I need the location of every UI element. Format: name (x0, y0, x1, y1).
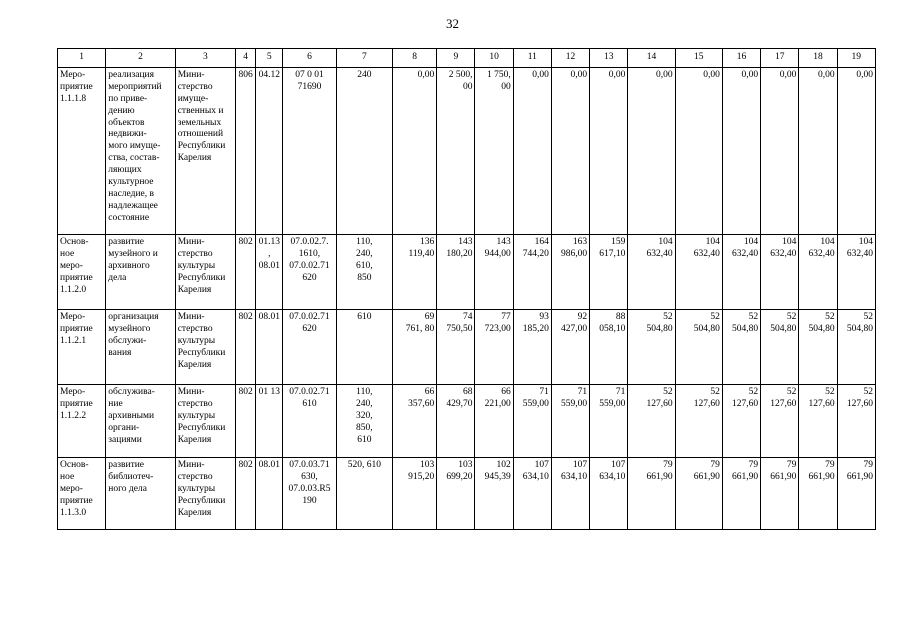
event-description: организация музейного обслужи- вания (106, 310, 175, 385)
code-cell: 110, 240, 320, 850, 610 (336, 385, 392, 458)
amount-cell: 104 632,40 (837, 235, 875, 310)
code-cell: 08.01 (256, 310, 283, 385)
amount-cell: 159 617,10 (590, 235, 628, 310)
amount-cell: 2 500, 00 (437, 68, 475, 235)
amount-cell: 52 504,80 (675, 310, 722, 385)
amount-cell: 52 127,60 (675, 385, 722, 458)
amount-cell: 143 180,20 (437, 235, 475, 310)
code-cell: 07.0.02.71 620 (283, 310, 336, 385)
amount-cell: 0,00 (722, 68, 760, 235)
amount-cell: 52 127,60 (837, 385, 875, 458)
amount-cell: 143 944,00 (475, 235, 513, 310)
amount-cell: 104 632,40 (628, 235, 675, 310)
code-cell: 01.13, 08.01 (256, 235, 283, 310)
code-cell: 01 13 (256, 385, 283, 458)
amount-cell: 68 429,70 (437, 385, 475, 458)
amount-cell: 79 661,90 (799, 458, 837, 530)
column-number: 5 (256, 49, 283, 68)
amount-cell: 107 634,10 (513, 458, 551, 530)
amount-cell: 0,00 (761, 68, 799, 235)
event-name: Основ- ное меро- приятие 1.1.3.0 (58, 458, 106, 530)
responsible-org: Мини- стерство культуры Республики Карелия (175, 310, 235, 385)
amount-cell: 79 661,90 (628, 458, 675, 530)
amount-cell: 0,00 (628, 68, 675, 235)
amount-cell: 136 119,40 (392, 235, 436, 310)
amount-cell: 0,00 (551, 68, 589, 235)
column-number: 11 (513, 49, 551, 68)
event-name: Основ- ное меро- приятие 1.1.2.0 (58, 235, 106, 310)
amount-cell: 103 699,20 (437, 458, 475, 530)
column-number: 13 (590, 49, 628, 68)
amount-cell: 0,00 (590, 68, 628, 235)
amount-cell: 107 634,10 (551, 458, 589, 530)
amount-cell: 0,00 (675, 68, 722, 235)
column-number: 1 (58, 49, 106, 68)
amount-cell: 79 661,90 (675, 458, 722, 530)
amount-cell: 66 221,00 (475, 385, 513, 458)
code-cell: 610 (336, 310, 392, 385)
code-cell: 07.0.02.71 610 (283, 385, 336, 458)
column-number: 12 (551, 49, 589, 68)
code-cell: 04.12 (256, 68, 283, 235)
amount-cell: 164 744,20 (513, 235, 551, 310)
amount-cell: 52 504,80 (761, 310, 799, 385)
amount-cell: 1 750, 00 (475, 68, 513, 235)
amount-cell: 69 761, 80 (392, 310, 436, 385)
amount-cell: 74 750,50 (437, 310, 475, 385)
header-row (58, 49, 876, 68)
responsible-org: Мини- стерство культуры Республики Карелия (175, 385, 235, 458)
amount-cell: 52 504,80 (628, 310, 675, 385)
amount-cell: 102 945,39 (475, 458, 513, 530)
amount-cell: 77 723,00 (475, 310, 513, 385)
amount-cell: 71 559,00 (590, 385, 628, 458)
code-cell: 07.0.02.7. 1610, 07.0.02.71 620 (283, 235, 336, 310)
amount-cell: 79 661,90 (761, 458, 799, 530)
code-cell: 240 (336, 68, 392, 235)
column-number: 19 (837, 49, 875, 68)
amount-cell: 52 127,60 (722, 385, 760, 458)
code-cell: 07.0.03.71 630, 07.0.03.R5 190 (283, 458, 336, 530)
amount-cell: 66 357,60 (392, 385, 436, 458)
column-number: 7 (336, 49, 392, 68)
event-description: развитие библиотеч- ного дела (106, 458, 175, 530)
budget-table (57, 48, 876, 530)
column-number: 14 (628, 49, 675, 68)
event-name: Меро- приятие 1.1.2.1 (58, 310, 106, 385)
table-row (58, 385, 876, 458)
event-description: реализация мероприятий по приве- дению объектов недвижи- мого имуще- ства, состав- ляющих культурное наследие, в надлежащее состояние (106, 68, 175, 235)
page-number: 32 (446, 16, 459, 31)
amount-cell: 71 559,00 (551, 385, 589, 458)
table-body (58, 49, 876, 530)
amount-cell: 52 127,60 (799, 385, 837, 458)
column-number: 15 (675, 49, 722, 68)
amount-cell: 104 632,40 (675, 235, 722, 310)
amount-cell: 0,00 (392, 68, 436, 235)
code-cell: 802 (236, 385, 256, 458)
amount-cell: 93 185,20 (513, 310, 551, 385)
code-cell: 110, 240, 610, 850 (336, 235, 392, 310)
responsible-org: Мини- стерство культуры Республики Карелия (175, 235, 235, 310)
event-name: Меро- приятие 1.1.1.8 (58, 68, 106, 235)
amount-cell: 88 058,10 (590, 310, 628, 385)
column-number: 16 (722, 49, 760, 68)
amount-cell: 0,00 (799, 68, 837, 235)
event-description: развитие музейного и архивного дела (106, 235, 175, 310)
table-row (58, 310, 876, 385)
column-number: 10 (475, 49, 513, 68)
code-cell: 802 (236, 310, 256, 385)
column-number: 8 (392, 49, 436, 68)
amount-cell: 52 504,80 (837, 310, 875, 385)
amount-cell: 104 632,40 (722, 235, 760, 310)
table-row (58, 458, 876, 530)
column-number: 17 (761, 49, 799, 68)
amount-cell: 52 127,60 (761, 385, 799, 458)
amount-cell: 104 632,40 (761, 235, 799, 310)
column-number: 9 (437, 49, 475, 68)
amount-cell: 104 632,40 (799, 235, 837, 310)
code-cell: 07 0 01 71690 (283, 68, 336, 235)
column-number: 6 (283, 49, 336, 68)
event-name: Меро- приятие 1.1.2.2 (58, 385, 106, 458)
code-cell: 806 (236, 68, 256, 235)
column-number: 3 (175, 49, 235, 68)
amount-cell: 0,00 (513, 68, 551, 235)
code-cell: 802 (236, 235, 256, 310)
column-number: 4 (236, 49, 256, 68)
amount-cell: 107 634,10 (590, 458, 628, 530)
code-cell: 520, 610 (336, 458, 392, 530)
amount-cell: 79 661,90 (722, 458, 760, 530)
code-cell: 08.01 (256, 458, 283, 530)
amount-cell: 92 427,00 (551, 310, 589, 385)
amount-cell: 163 986,00 (551, 235, 589, 310)
amount-cell: 71 559,00 (513, 385, 551, 458)
code-cell: 802 (236, 458, 256, 530)
column-number: 18 (799, 49, 837, 68)
responsible-org: Мини- стерство культуры Республики Карелия (175, 458, 235, 530)
amount-cell: 52 504,80 (722, 310, 760, 385)
responsible-org: Мини- стерство имуще- ственных и земельных отношений Республики Карелия (175, 68, 235, 235)
table-row (58, 235, 876, 310)
amount-cell: 103 915,20 (392, 458, 436, 530)
amount-cell: 0,00 (837, 68, 875, 235)
amount-cell: 52 127,60 (628, 385, 675, 458)
amount-cell: 52 504,80 (799, 310, 837, 385)
table-row (58, 68, 876, 235)
amount-cell: 79 661,90 (837, 458, 875, 530)
event-description: обслужива- ние архивными органи- зациями (106, 385, 175, 458)
column-number: 2 (106, 49, 175, 68)
